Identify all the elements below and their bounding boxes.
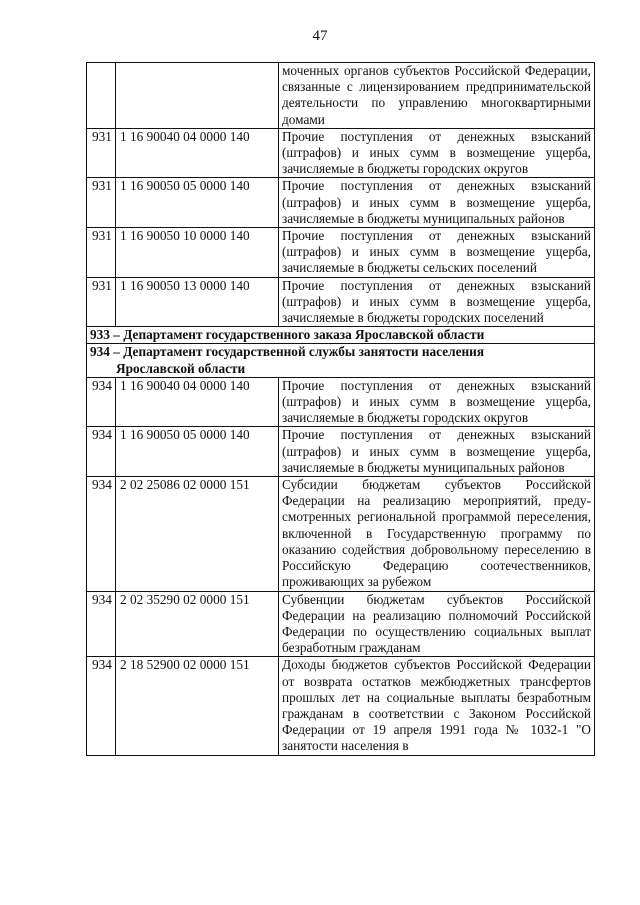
section-header-row	[87, 327, 595, 344]
table-row	[87, 228, 595, 278]
income-name-cell: Доходы бюджетов субъектов Российской Федерации от возврата остатков межбюджетных трансфертов прошлых лет на социальные выплаты безработным гражданам в соответствии с Законом Российской Федерации от 19 апреля 1991 года № 1032-1 "О занятости населения в	[279, 657, 595, 755]
budget-code-table	[86, 62, 595, 756]
admin-code-cell: 934	[87, 377, 116, 427]
table-body	[87, 63, 595, 756]
budget-code-cell: 2 02 25086 02 0000 151	[116, 477, 279, 591]
income-name-cell: Прочие поступления от денежных взысканий (штрафов) и иных сумм в возмещение ущерба, зачисляемые в бюджеты городских округов	[279, 377, 595, 427]
table-row	[87, 591, 595, 657]
admin-code-cell: 931	[87, 228, 116, 278]
budget-code-cell: 1 16 90050 10 0000 140	[116, 228, 279, 278]
budget-code-cell: 1 16 90050 05 0000 140	[116, 178, 279, 228]
admin-code-cell: 931	[87, 178, 116, 228]
table-row	[87, 477, 595, 591]
admin-code-cell: 934	[87, 477, 116, 591]
page-number: 47	[312, 28, 328, 44]
section-title	[87, 327, 595, 344]
section-header-row	[87, 344, 595, 377]
table-row	[87, 427, 595, 477]
income-name-cell: Субвенции бюджетам субъектов Российской Федерации на реализацию полномочий Российской Федерации по осуществлению социальных выплат безработным гражданам	[279, 591, 595, 657]
income-name-cell: моченных органов субъектов Российской Федерации, связанные с лицензированием предпринимательской деятельности по управлению многоквартирными домами	[279, 63, 595, 129]
budget-code-cell: 1 16 90040 04 0000 140	[116, 128, 279, 178]
section-title-line: 933 – Департамент государственного заказа Ярославской области	[90, 327, 485, 343]
admin-code-cell: 931	[87, 277, 116, 327]
table-row	[87, 63, 595, 129]
income-name-cell: Прочие поступления от денежных взысканий (штрафов) и иных сумм в возмещение ущерба, зачисляемые в бюджеты городских поселений	[279, 277, 595, 327]
section-title-line: Ярославской области	[116, 360, 246, 376]
admin-code-cell: 934	[87, 427, 116, 477]
budget-code-cell	[116, 63, 279, 129]
budget-code-cell: 1 16 90040 04 0000 140	[116, 377, 279, 427]
admin-code-cell: 931	[87, 128, 116, 178]
income-name-cell: Прочие поступления от денежных взысканий (штрафов) и иных сумм в возмещение ущерба, зачисляемые в бюджеты муниципальных районов	[279, 427, 595, 477]
income-name-cell: Прочие поступления от денежных взысканий (штрафов) и иных сумм в возмещение ущерба, зачисляемые в бюджеты сельских поселений	[279, 228, 595, 278]
section-title-line: 934 – Департамент государственной службы занятости населения	[90, 344, 485, 360]
budget-code-cell: 2 02 35290 02 0000 151	[116, 591, 279, 657]
budget-code-cell: 2 18 52900 02 0000 151	[116, 657, 279, 755]
budget-code-cell: 1 16 90050 05 0000 140	[116, 427, 279, 477]
income-name-cell: Субсидии бюджетам субъектов Российской Федерации на реализацию мероприятий, предусмотренных региональной программой переселения, включенной в Государственную программу по оказанию содействия добровольному переселению в Российскую Федерацию соотечественников, проживающих за рубежом	[279, 477, 595, 591]
section-title	[87, 344, 595, 377]
admin-code-cell	[87, 63, 116, 129]
table-row	[87, 377, 595, 427]
budget-code-cell: 1 16 90050 13 0000 140	[116, 277, 279, 327]
admin-code-cell: 934	[87, 657, 116, 755]
table-row	[87, 178, 595, 228]
income-name-cell: Прочие поступления от денежных взысканий (штрафов) и иных сумм в возмещение ущерба, зачисляемые в бюджеты городских округов	[279, 128, 595, 178]
table-row	[87, 128, 595, 178]
table-row	[87, 277, 595, 327]
table-row	[87, 657, 595, 755]
income-name-cell: Прочие поступления от денежных взысканий (штрафов) и иных сумм в возмещение ущерба, зачисляемые в бюджеты муниципальных районов	[279, 178, 595, 228]
admin-code-cell: 934	[87, 591, 116, 657]
